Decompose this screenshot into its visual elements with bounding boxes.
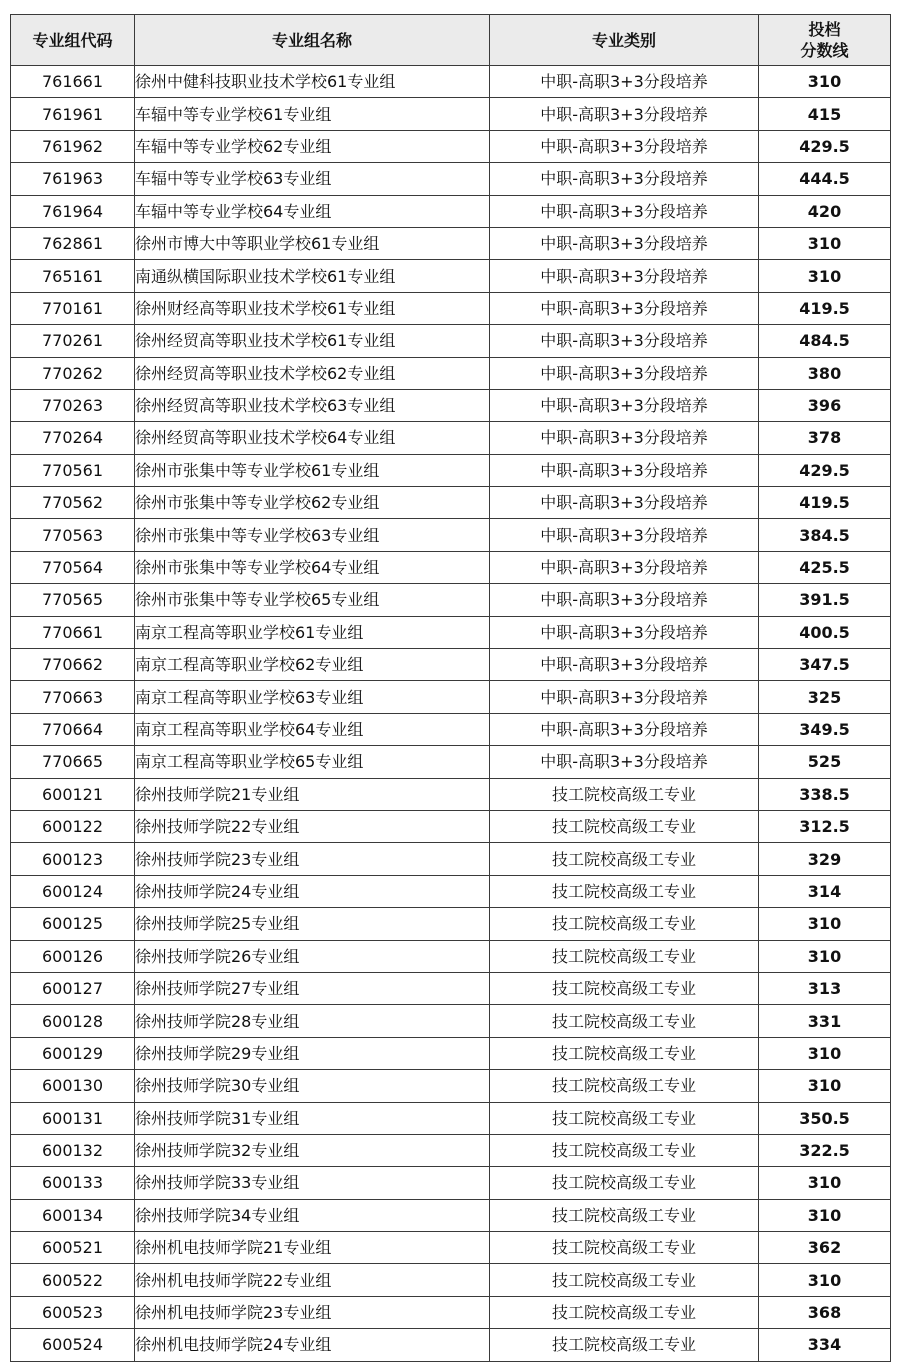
category-cell: 技工院校高级工专业 [490,908,759,940]
code-cell: 770564 [11,551,135,583]
score-cell: 350.5 [759,1102,891,1134]
category-cell: 中职-高职3+3分段培养 [490,487,759,519]
code-cell: 600524 [11,1329,135,1361]
score-cell: 349.5 [759,713,891,745]
name-cell: 徐州中健科技职业技术学校61专业组 [135,66,490,98]
table-row [11,98,891,130]
category-cell: 技工院校高级工专业 [490,810,759,842]
code-cell: 600131 [11,1102,135,1134]
name-cell: 徐州经贸高等职业技术学校63专业组 [135,389,490,421]
category-cell: 技工院校高级工专业 [490,1005,759,1037]
table-row [11,1264,891,1296]
score-table [10,14,891,1362]
score-cell: 312.5 [759,810,891,842]
category-cell: 中职-高职3+3分段培养 [490,389,759,421]
score-cell: 338.5 [759,778,891,810]
table-row [11,1005,891,1037]
score-cell: 429.5 [759,454,891,486]
table-row [11,1167,891,1199]
table-row [11,843,891,875]
category-cell: 中职-高职3+3分段培养 [490,325,759,357]
category-cell: 技工院校高级工专业 [490,778,759,810]
table-row [11,292,891,324]
code-cell: 761964 [11,195,135,227]
code-cell: 600123 [11,843,135,875]
name-cell: 徐州技师学院27专业组 [135,972,490,1004]
category-cell: 技工院校高级工专业 [490,1296,759,1328]
category-cell: 中职-高职3+3分段培养 [490,746,759,778]
code-cell: 761962 [11,130,135,162]
category-cell: 中职-高职3+3分段培养 [490,260,759,292]
table-row [11,130,891,162]
name-cell: 徐州技师学院26专业组 [135,940,490,972]
table-row [11,551,891,583]
table-row [11,163,891,195]
category-cell: 中职-高职3+3分段培养 [490,227,759,259]
category-cell: 技工院校高级工专业 [490,875,759,907]
name-cell: 徐州机电技师学院24专业组 [135,1329,490,1361]
score-cell: 391.5 [759,584,891,616]
code-cell: 770161 [11,292,135,324]
table-row [11,940,891,972]
name-cell: 徐州技师学院24专业组 [135,875,490,907]
score-cell: 310 [759,1264,891,1296]
name-cell: 徐州财经高等职业技术学校61专业组 [135,292,490,324]
header-score-line1: 投档 [808,20,841,39]
header-score [759,15,891,66]
name-cell: 南京工程高等职业学校62专业组 [135,649,490,681]
table-row [11,1070,891,1102]
score-cell: 347.5 [759,649,891,681]
score-cell: 384.5 [759,519,891,551]
name-cell: 徐州机电技师学院23专业组 [135,1296,490,1328]
table-row [11,454,891,486]
table-row [11,357,891,389]
table-row [11,616,891,648]
table-row [11,519,891,551]
name-cell: 车辐中等专业学校61专业组 [135,98,490,130]
category-cell: 中职-高职3+3分段培养 [490,616,759,648]
name-cell: 徐州市张集中等专业学校64专业组 [135,551,490,583]
score-cell: 368 [759,1296,891,1328]
name-cell: 徐州市张集中等专业学校63专业组 [135,519,490,551]
name-cell: 徐州技师学院30专业组 [135,1070,490,1102]
score-cell: 310 [759,908,891,940]
name-cell: 徐州技师学院25专业组 [135,908,490,940]
table-body [11,66,891,1362]
table-row [11,66,891,98]
score-cell: 420 [759,195,891,227]
score-cell: 310 [759,260,891,292]
score-cell: 525 [759,746,891,778]
score-cell: 325 [759,681,891,713]
category-cell: 技工院校高级工专业 [490,1037,759,1069]
category-cell: 中职-高职3+3分段培养 [490,519,759,551]
code-cell: 761963 [11,163,135,195]
category-cell: 中职-高职3+3分段培养 [490,454,759,486]
table-row [11,1102,891,1134]
name-cell: 徐州机电技师学院22专业组 [135,1264,490,1296]
name-cell: 徐州市张集中等专业学校65专业组 [135,584,490,616]
name-cell: 徐州技师学院23专业组 [135,843,490,875]
code-cell: 600133 [11,1167,135,1199]
category-cell: 技工院校高级工专业 [490,972,759,1004]
score-cell: 310 [759,1199,891,1231]
code-cell: 770565 [11,584,135,616]
score-cell: 378 [759,422,891,454]
code-cell: 600128 [11,1005,135,1037]
table-row [11,422,891,454]
table-row [11,972,891,1004]
table-row [11,746,891,778]
code-cell: 600132 [11,1134,135,1166]
code-cell: 770264 [11,422,135,454]
score-cell: 362 [759,1232,891,1264]
score-cell: 322.5 [759,1134,891,1166]
category-cell: 技工院校高级工专业 [490,1070,759,1102]
score-cell: 425.5 [759,551,891,583]
category-cell: 中职-高职3+3分段培养 [490,422,759,454]
category-cell: 中职-高职3+3分段培养 [490,292,759,324]
name-cell: 车辐中等专业学校64专业组 [135,195,490,227]
table-row [11,649,891,681]
score-cell: 484.5 [759,325,891,357]
score-cell: 329 [759,843,891,875]
score-cell: 310 [759,227,891,259]
name-cell: 徐州技师学院28专业组 [135,1005,490,1037]
code-cell: 770662 [11,649,135,681]
score-cell: 314 [759,875,891,907]
code-cell: 765161 [11,260,135,292]
code-cell: 600522 [11,1264,135,1296]
name-cell: 南京工程高等职业学校63专业组 [135,681,490,713]
category-cell: 中职-高职3+3分段培养 [490,66,759,98]
code-cell: 770561 [11,454,135,486]
table-row [11,389,891,421]
score-cell: 444.5 [759,163,891,195]
score-cell: 310 [759,66,891,98]
code-cell: 770665 [11,746,135,778]
category-cell: 中职-高职3+3分段培养 [490,681,759,713]
table-row [11,1199,891,1231]
score-cell: 380 [759,357,891,389]
category-cell: 中职-高职3+3分段培养 [490,98,759,130]
category-cell: 中职-高职3+3分段培养 [490,163,759,195]
category-cell: 中职-高职3+3分段培养 [490,584,759,616]
code-cell: 770661 [11,616,135,648]
category-cell: 技工院校高级工专业 [490,1199,759,1231]
score-cell: 310 [759,1070,891,1102]
name-cell: 徐州技师学院22专业组 [135,810,490,842]
code-cell: 770563 [11,519,135,551]
code-cell: 600121 [11,778,135,810]
score-cell: 310 [759,1167,891,1199]
code-cell: 600125 [11,908,135,940]
category-cell: 中职-高职3+3分段培养 [490,357,759,389]
category-cell: 技工院校高级工专业 [490,1102,759,1134]
code-cell: 770562 [11,487,135,519]
name-cell: 南京工程高等职业学校64专业组 [135,713,490,745]
category-cell: 技工院校高级工专业 [490,1134,759,1166]
table-row [11,713,891,745]
name-cell: 车辐中等专业学校63专业组 [135,163,490,195]
name-cell: 徐州经贸高等职业技术学校64专业组 [135,422,490,454]
name-cell: 徐州经贸高等职业技术学校61专业组 [135,325,490,357]
category-cell: 中职-高职3+3分段培养 [490,551,759,583]
table-row [11,681,891,713]
name-cell: 南京工程高等职业学校65专业组 [135,746,490,778]
header-score-line2: 分数线 [800,41,849,60]
table-row [11,227,891,259]
category-cell: 技工院校高级工专业 [490,843,759,875]
name-cell: 徐州技师学院32专业组 [135,1134,490,1166]
code-cell: 600122 [11,810,135,842]
table-row [11,1296,891,1328]
name-cell: 徐州机电技师学院21专业组 [135,1232,490,1264]
category-cell: 技工院校高级工专业 [490,940,759,972]
category-cell: 中职-高职3+3分段培养 [490,649,759,681]
code-cell: 600523 [11,1296,135,1328]
score-cell: 396 [759,389,891,421]
header-name: 专业组名称 [135,15,490,66]
code-cell: 770664 [11,713,135,745]
table-row [11,584,891,616]
category-cell: 技工院校高级工专业 [490,1329,759,1361]
code-cell: 600130 [11,1070,135,1102]
name-cell: 徐州技师学院34专业组 [135,1199,490,1231]
code-cell: 762861 [11,227,135,259]
table-row [11,875,891,907]
name-cell: 徐州市张集中等专业学校61专业组 [135,454,490,486]
name-cell: 车辐中等专业学校62专业组 [135,130,490,162]
table-row [11,908,891,940]
name-cell: 徐州市博大中等职业学校61专业组 [135,227,490,259]
table-row [11,1232,891,1264]
score-cell: 429.5 [759,130,891,162]
score-cell: 419.5 [759,292,891,324]
name-cell: 徐州市张集中等专业学校62专业组 [135,487,490,519]
score-cell: 310 [759,1037,891,1069]
table-row [11,260,891,292]
name-cell: 徐州技师学院33专业组 [135,1167,490,1199]
name-cell: 南通纵横国际职业技术学校61专业组 [135,260,490,292]
code-cell: 770261 [11,325,135,357]
score-cell: 419.5 [759,487,891,519]
code-cell: 600124 [11,875,135,907]
code-cell: 761661 [11,66,135,98]
table-row [11,1134,891,1166]
score-cell: 415 [759,98,891,130]
name-cell: 徐州技师学院31专业组 [135,1102,490,1134]
code-cell: 770262 [11,357,135,389]
score-cell: 313 [759,972,891,1004]
code-cell: 770663 [11,681,135,713]
code-cell: 761961 [11,98,135,130]
code-cell: 600129 [11,1037,135,1069]
category-cell: 中职-高职3+3分段培养 [490,130,759,162]
header-category: 专业类别 [490,15,759,66]
name-cell: 徐州技师学院21专业组 [135,778,490,810]
table-row [11,1329,891,1361]
header-code: 专业组代码 [11,15,135,66]
table-row [11,1037,891,1069]
score-cell: 400.5 [759,616,891,648]
table-header [11,15,891,66]
code-cell: 600134 [11,1199,135,1231]
header-row [11,15,891,66]
table-row [11,487,891,519]
score-cell: 310 [759,940,891,972]
category-cell: 技工院校高级工专业 [490,1232,759,1264]
table-row [11,195,891,227]
name-cell: 徐州经贸高等职业技术学校62专业组 [135,357,490,389]
table-row [11,810,891,842]
code-cell: 600521 [11,1232,135,1264]
table-row [11,778,891,810]
table-row [11,325,891,357]
code-cell: 600127 [11,972,135,1004]
category-cell: 中职-高职3+3分段培养 [490,195,759,227]
name-cell: 徐州技师学院29专业组 [135,1037,490,1069]
score-cell: 331 [759,1005,891,1037]
score-cell: 334 [759,1329,891,1361]
code-cell: 770263 [11,389,135,421]
category-cell: 中职-高职3+3分段培养 [490,713,759,745]
name-cell: 南京工程高等职业学校61专业组 [135,616,490,648]
category-cell: 技工院校高级工专业 [490,1167,759,1199]
category-cell: 技工院校高级工专业 [490,1264,759,1296]
code-cell: 600126 [11,940,135,972]
